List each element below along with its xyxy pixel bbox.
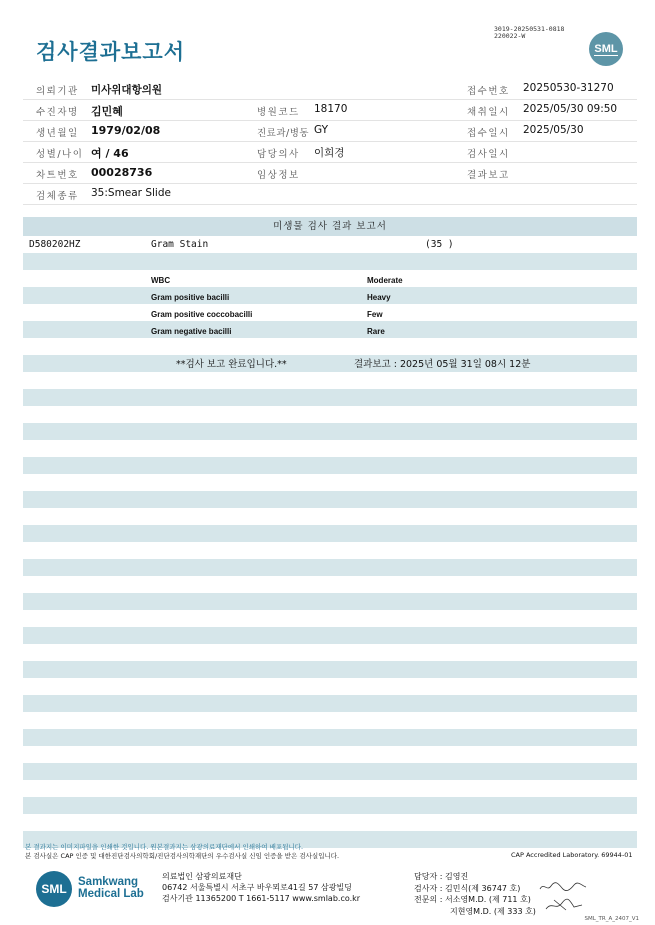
chart-label: 차트번호 [36,170,79,181]
brand-line2: Medical Lab [78,888,144,900]
document-number [494,26,564,40]
requester-value: 미사위대항의원 [91,84,163,96]
result-value: Few [367,310,383,319]
band-7 [23,457,637,474]
org-address: 06742 서울특별시 서초구 바우뫼로41길 57 삼광빌딩 [162,883,352,892]
complete-message: **검사 보고 완료입니다.** [176,359,287,370]
receipt-no-label: 접수번호 [467,86,510,97]
received-value: 2025/05/30 [523,124,584,136]
sml-logo-icon [589,32,623,66]
tester-signature-icon [538,880,588,894]
section-title: 미생물 검사 결과 보고서 [23,217,637,236]
dob-label: 생년월일 [36,128,79,139]
band-13 [23,661,637,678]
staff-name: 김영진 [444,872,469,881]
specialist-label: 전문의 : [414,895,443,904]
info-row-5 [23,163,637,184]
band-6 [23,423,637,440]
report-time: 결과보고 : 2025년 05월 31일 08시 12분 [354,359,531,370]
document-number-line2: 220022-W [494,32,526,40]
staff-label: 담당자 : [414,872,443,881]
clinical-label: 임상정보 [257,170,300,181]
info-row-2 [23,100,637,121]
hospital-code-value: 18170 [314,103,348,115]
footer-note-image: 본 결과지는 이미지파일을 인쇄한 것입니다. 원본결과지는 삼광의료재단에서 인쇄하여 배포됩니다. [25,843,304,851]
hospital-code-label: 병원코드 [257,107,300,118]
band-16 [23,763,637,780]
band-4 [23,355,637,372]
sex-age-value: 여 / 46 [91,147,129,160]
logo-text: SML [594,43,618,55]
specialist-name-1: 서소영M.D. (제 711 호) [444,895,531,904]
result-value: Rare [367,327,385,336]
info-row-3 [23,121,637,142]
dept-label: 진료과/병동 [257,128,310,139]
sml-brand-logo-icon: SML [36,871,72,907]
result-name: WBC [151,276,171,285]
brand-name [78,876,144,900]
tester-name: 김민식(제 36747 호) [444,883,521,893]
footer-note-cap: 본 검사실은 CAP 인증 및 대한진단검사의학회/진단검사의학재단의 우수검사실 신임 인증을 받은 검사실입니다. [25,852,340,860]
patient-value: 김민혜 [91,105,123,118]
receipt-no-value: 20250530-31270 [523,82,614,94]
requester-label: 의뢰기관 [36,86,79,97]
doctor-label: 담당의사 [257,149,300,160]
band-8 [23,491,637,508]
dob-value: 1979/02/08 [91,124,161,137]
cap-accreditation: CAP Accredited Laboratory. 69944-01 [511,851,633,859]
doctor-value: 이희경 [314,147,345,159]
document-number-line1: 3019-20250531-0818 [494,25,565,33]
org-contact: 검사기관 11365200 T 1661-5117 www.smlab.co.kr [162,894,361,903]
band-17 [23,797,637,814]
form-version: SML_TR_A_2407_V1 [584,916,639,922]
info-row-1 [23,79,637,100]
specimen-value: 35:Smear Slide [91,187,171,199]
collected-value: 2025/05/30 09:50 [523,103,618,115]
band-14 [23,695,637,712]
band-12 [23,627,637,644]
result-name: Gram positive coccobacilli [151,310,253,319]
band-9 [23,525,637,542]
org-name: 의료법인 삼광의료재단 [162,872,242,881]
page-title: 검사결과보고서 [36,40,186,64]
received-label: 접수일시 [467,128,510,139]
lab-address-block [162,871,360,904]
test-number: (35 ) [425,239,454,250]
band-3 [23,321,637,338]
info-row-4 [23,142,637,163]
collected-label: 채취일시 [467,107,510,118]
sex-age-label: 성별/나이 [36,149,84,160]
patient-label: 수진자명 [36,107,79,118]
band-11 [23,593,637,610]
band-15 [23,729,637,746]
chart-value: 00028736 [91,166,153,179]
specialist-name-2: 지현영M.D. (제 333 호) [450,906,536,916]
band-5 [23,389,637,406]
band-1 [23,253,637,270]
brand-line1: Samkwang [78,876,139,888]
result-name: Gram positive bacilli [151,293,230,302]
signatories [414,871,536,917]
band-2 [23,287,637,304]
test-code: D580202HZ [29,239,81,250]
tested-label: 검사일시 [467,149,510,160]
result-name: Gram negative bacilli [151,327,232,336]
band-10 [23,559,637,576]
specialist-signature-icon [544,897,584,913]
info-row-6 [23,184,637,205]
tester-label: 검사자 : [414,883,443,893]
test-name: Gram Stain [151,239,209,250]
specimen-label: 검체종류 [36,191,79,202]
dept-value: GY [314,124,329,136]
report-label: 결과보고 [467,170,510,181]
result-value: Moderate [367,276,403,285]
result-value: Heavy [367,293,391,302]
